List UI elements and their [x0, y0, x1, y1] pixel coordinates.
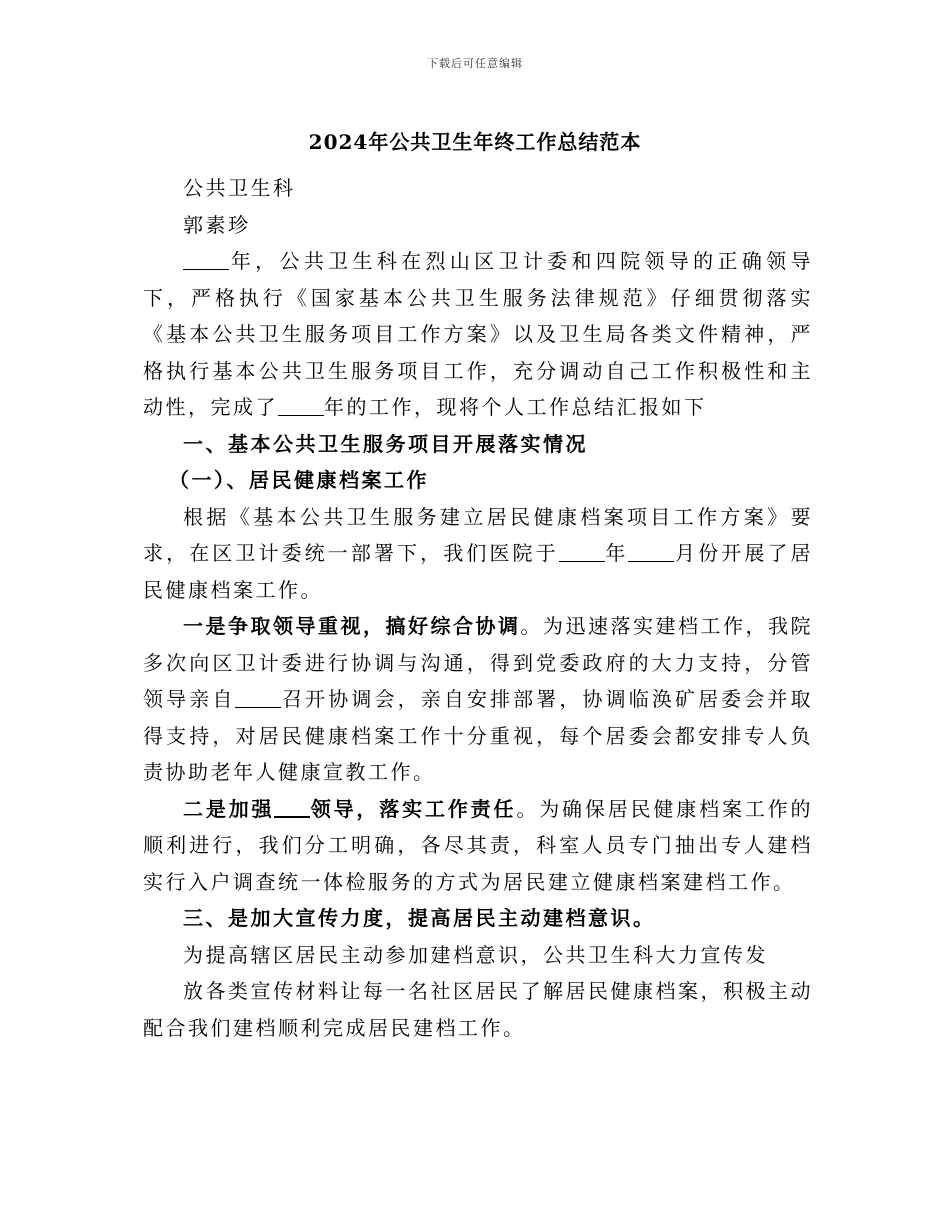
author-line: 郭素珍: [183, 212, 251, 237]
department-line: 公共卫生科: [183, 176, 296, 200]
paragraph-four: 为提高辖区居民主动参加建档意识，公共卫生科大力宣传发: [183, 942, 768, 967]
paragraph-two: [143, 791, 813, 901]
paragraph-one-text-2: 召开协调会，亲自安排部署，协调临涣矿居委会并取得支持，对居民健康档案工作十分重视，每个居委会都安排专人负责协助老年人健康宣教工作。: [143, 687, 814, 784]
subsection-heading-1: （一）、居民健康档案工作: [169, 468, 429, 492]
paragraph-one-lead: 一是争取领导重视，搞好综合协调: [183, 614, 521, 638]
paragraph-two-lead-2: 领导，落实工作责任: [310, 796, 517, 821]
intro-paragraph: [143, 243, 813, 426]
paragraph-three-heading: 三、是加大宣传力度，提高居民主动建档意识。: [183, 906, 656, 930]
paragraph-two-lead-1: 二是加强: [183, 796, 275, 821]
paragraph-one-text-1: 。为迅速落实建档工作，我院多次向区卫计委进行协调与沟通，得到党委政府的大力支持，分管领导亲自: [143, 614, 813, 711]
basis-paragraph: [143, 499, 813, 609]
basis-text-3: 月份开展了居民健康档案工作。: [143, 541, 814, 602]
blank-field: [278, 395, 324, 416]
blank-field: [183, 249, 229, 270]
basis-text-1: 根据《基本公共卫生服务建立居民健康档案项目工作方案》要求，在区卫计委统一部署下，我们医院于: [143, 504, 813, 565]
blank-field: [559, 541, 605, 562]
paragraph-two-text: 。为确保居民健康档案工作的顺利进行，我们分工明确，各尽其责，科室人员专门抽出专人建档实行入户调查统一体检服务的方式为居民建立健康档案建档工作。: [143, 796, 814, 894]
blank-field: [274, 796, 310, 818]
section-heading-1: 一、基本公共卫生服务项目开展落实情况: [183, 431, 588, 456]
intro-text-2: 年的工作，现将个人工作总结汇报如下: [324, 395, 707, 419]
paragraph-one: [143, 608, 813, 791]
blank-field: [628, 541, 674, 562]
intro-text-1: 年，公共卫生科在烈山区卫计委和四院领导的正确领导下，严格执行《国家基本公共卫生服务法律规范》仔细贯彻落实《基本公共卫生服务项目工作方案》以及卫生局各类文件精神，严格执行基本公共卫生服务项目工作，充分调动自己工作积极性和主动性，完成了: [143, 249, 813, 419]
document-body: [143, 170, 813, 1046]
document-title: 2024年公共卫生年终工作总结范本: [308, 130, 642, 154]
blank-field: [235, 687, 281, 708]
paragraph-five: 放各类宣传材料让每一名社区居民了解居民健康档案，积极主动配合我们建档顺利完成居民建档工作。: [143, 979, 813, 1040]
basis-text-2: 年: [604, 541, 629, 565]
header-note: 下载后可任意编辑: [427, 57, 523, 70]
